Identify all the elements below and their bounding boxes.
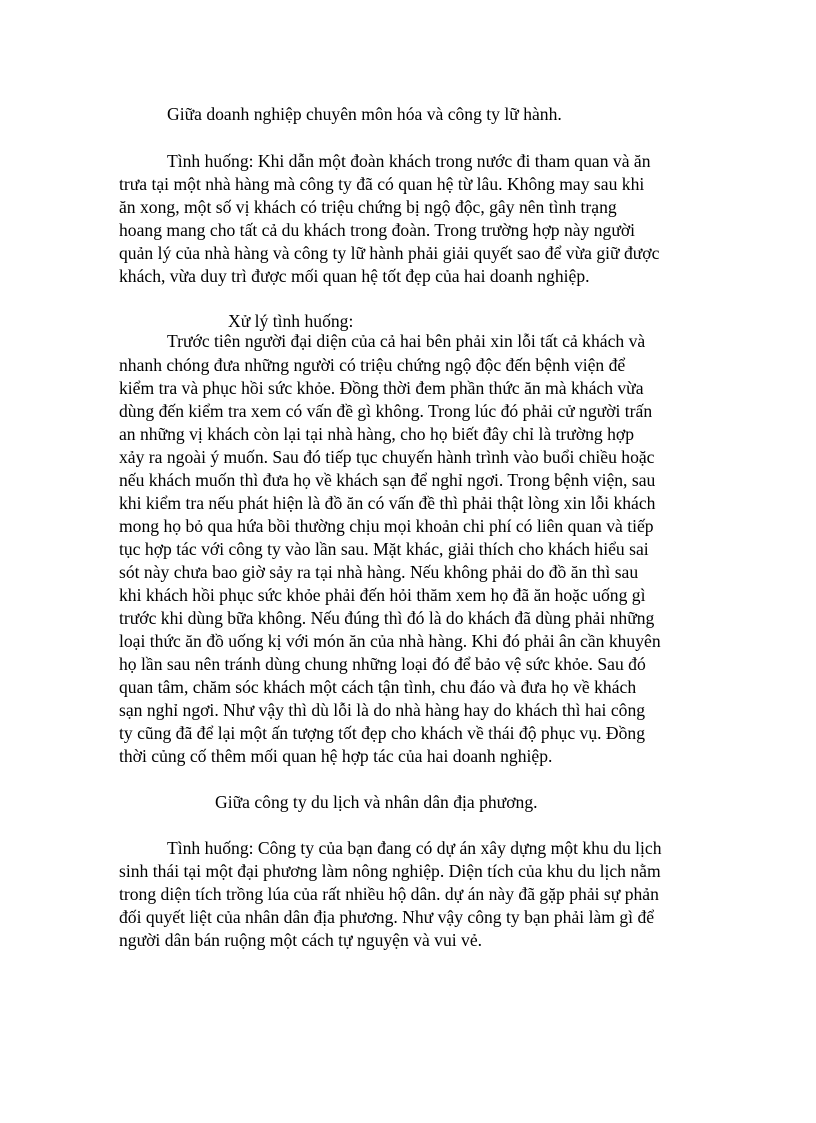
paragraph-line: Trước tiên người đại diện của cả hai bên phải xin lỗi tất cả khách và bbox=[167, 331, 646, 351]
paragraph-line: tục hợp tác với công ty vào lần sau. Mặt khác, giải thích cho khách hiểu sai bbox=[119, 539, 649, 559]
paragraph-line: trưa tại một nhà hàng mà công ty đã có quan hệ từ lâu. Không may sau khi bbox=[119, 174, 645, 194]
paragraph-line: an những vị khách còn lại tại nhà hàng, cho họ biết đây chỉ là trường hợp bbox=[119, 424, 635, 444]
paragraph-line: khách, vừa duy trì được mối quan hệ tốt đẹp của hai doanh nghiệp. bbox=[119, 266, 590, 286]
paragraph-line: loại thức ăn đồ uống kị với món ăn của nhà hàng. Khi đó phải ân cần khuyên bbox=[119, 631, 661, 651]
paragraph-line: sạn nghỉ ngơi. Như vậy thì dù lỗi là do nhà hàng hay do khách thì hai công bbox=[119, 700, 646, 720]
paragraph-line: sinh thái tại một đại phương làm nông nghiệp. Diện tích của khu du lịch nằm bbox=[119, 861, 661, 881]
paragraph-line: dùng đến kiểm tra xem có vấn đề gì không. Trong lúc đó phải cử người trấn bbox=[119, 401, 653, 421]
paragraph-line: mong họ bỏ qua hứa bồi thường chịu mọi khoản chi phí có liên quan và tiếp bbox=[119, 516, 654, 536]
paragraph-line: hoang mang cho tất cả du khách trong đoàn. Trong trường hợp này người bbox=[119, 220, 636, 240]
paragraph-line: ăn xong, một số vị khách có triệu chứng bị ngộ độc, gây nên tình trạng bbox=[119, 197, 617, 217]
paragraph-line: ty cũng đã để lại một ấn tượng tốt đẹp cho khách về thái độ phục vụ. Đồng bbox=[119, 723, 646, 743]
paragraph-line: Tình huống: Công ty của bạn đang có dự án xây dựng một khu du lịch bbox=[167, 838, 662, 858]
paragraph-line: Tình huống: Khi dẫn một đoàn khách trong nước đi tham quan và ăn bbox=[167, 151, 651, 171]
paragraph-line: trước khi dùng bữa không. Nếu đúng thì đó là do khách đã dùng phải những bbox=[119, 608, 655, 628]
paragraph-line: sót này chưa bao giờ sảy ra tại nhà hàng. Nếu không phải do đồ ăn thì sau bbox=[119, 562, 639, 582]
section-heading: Giữa công ty du lịch và nhân dân địa phương. bbox=[215, 792, 538, 812]
paragraph-line: thời củng cố thêm mối quan hệ hợp tác của hai doanh nghiệp. bbox=[119, 746, 553, 766]
paragraph-line: xảy ra ngoài ý muốn. Sau đó tiếp tục chuyến hành trình vào buổi chiều hoặc bbox=[119, 447, 655, 467]
paragraph-line: đối quyết liệt của nhân dân địa phương. Như vậy công ty bạn phải làm gì để bbox=[119, 907, 655, 927]
paragraph-line: quản lý của nhà hàng và công ty lữ hành phải giải quyết sao để vừa giữ được bbox=[119, 243, 660, 263]
paragraph-line: kiểm tra và phục hồi sức khỏe. Đồng thời đem phần thức ăn mà khách vừa bbox=[119, 378, 644, 398]
paragraph-line: người dân bán ruộng một cách tự nguyện và vui vẻ. bbox=[119, 930, 483, 950]
paragraph-line: nếu khách muốn thì đưa họ về khách sạn để nghỉ ngơi. Trong bệnh viện, sau bbox=[119, 470, 656, 490]
paragraph-line: nhanh chóng đưa những người có triệu chứng ngộ độc đến bệnh viện để bbox=[119, 355, 626, 375]
section-heading: Giữa doanh nghiệp chuyên môn hóa và công ty lữ hành. bbox=[167, 104, 562, 124]
section-heading: Xử lý tình huống: bbox=[228, 311, 354, 331]
paragraph-line: họ lần sau nên tránh dùng chung những loại đó để bảo vệ sức khỏe. Sau đó bbox=[119, 654, 646, 674]
paragraph-line: trong diện tích trồng lúa của rất nhiều hộ dân. dự án này đã gặp phải sự phản bbox=[119, 884, 659, 904]
paragraph-line: khi khách hồi phục sức khỏe phải đến hỏi thăm xem họ đã ăn hoặc uống gì bbox=[119, 585, 646, 605]
paragraph-line: quan tâm, chăm sóc khách một cách tận tình, chu đáo và đưa họ về khách bbox=[119, 677, 637, 697]
paragraph-line: khi kiểm tra nếu phát hiện là đồ ăn có vấn đề thì phải thật lòng xin lỗi khách bbox=[119, 493, 656, 513]
